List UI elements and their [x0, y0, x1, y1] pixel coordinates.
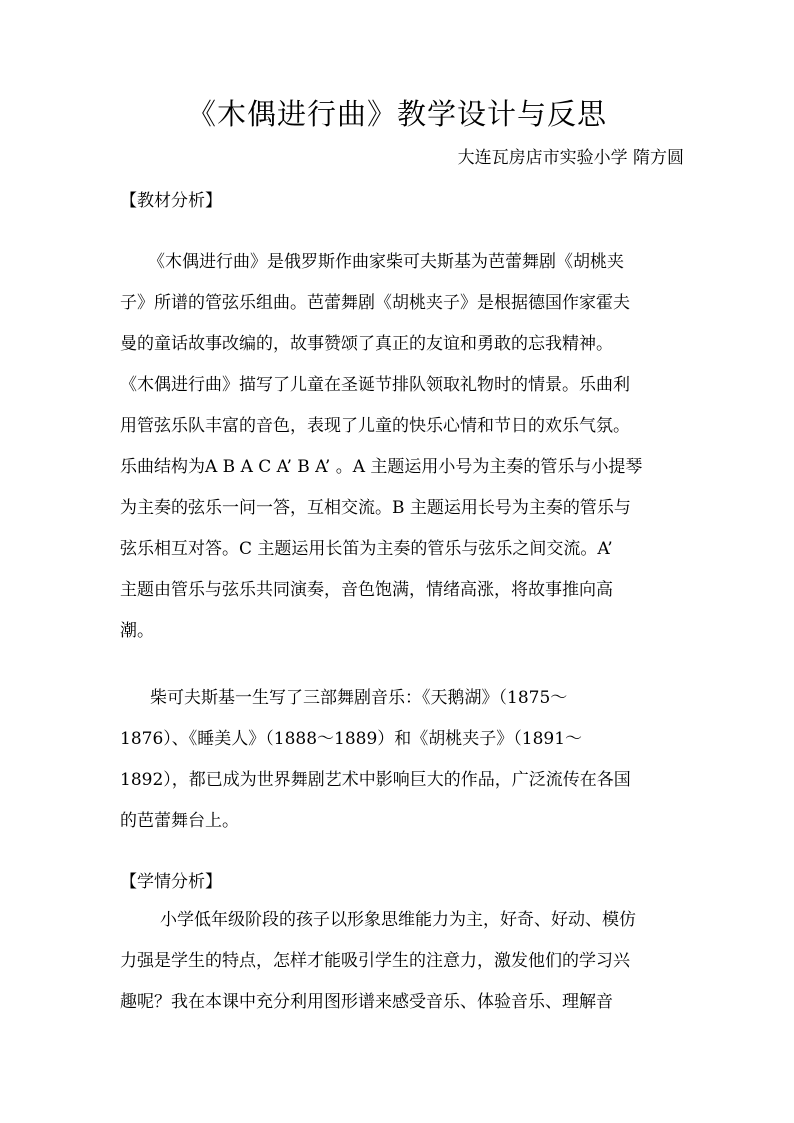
text-line: 《木偶进行曲》是俄罗斯作曲家柴可夫斯基为芭蕾舞剧《胡桃夹 [148, 252, 624, 272]
text-line: 趣呢？我在本课中充分利用图形谱来感受音乐、体验音乐、理解音 [120, 992, 613, 1012]
text-line: 为主奏的弦乐一问一答，互相交流。B 主题运用长号为主奏的管乐与 [120, 498, 631, 518]
text-line: 力强是学生的特点，怎样才能吸引学生的注意力，激发他们的学习兴 [120, 951, 630, 971]
text-line: 潮。 [120, 621, 154, 641]
text-line: 曼的童话故事改编的，故事赞颂了真正的友谊和勇敢的忘我精神。 [120, 334, 613, 354]
text-line: 用管弦乐队丰富的音色，表现了儿童的快乐心情和节日的欢乐气氛。 [120, 416, 630, 436]
text-line: 乐曲结构为A B A C A’ B A’ 。A 主题运用小号为主奏的管乐与小提琴 [120, 457, 643, 477]
paragraph-textbook-2 [120, 678, 695, 842]
text-line: 的芭蕾舞台上。 [120, 811, 239, 831]
text-line: 弦乐相互对答。C 主题运用长笛为主奏的管乐与弦乐之间交流。A’ [120, 539, 613, 559]
text-line: 1876）、《睡美人》（1888～1889）和《胡桃夹子》（1891～ [120, 729, 583, 749]
section-heading-textbook-analysis: 【教材分析】 [120, 191, 222, 211]
paragraph-textbook-1 [120, 242, 695, 652]
text-line: 子》所谱的管弦乐组曲。芭蕾舞剧《胡桃夹子》是根据德国作家霍夫 [120, 293, 630, 313]
document-title: 《木偶进行曲》教学设计与反思 [186, 97, 607, 131]
text-line: 1892），都已成为世界舞剧艺术中影响巨大的作品，广泛流传在各国 [120, 770, 631, 790]
section-heading-student-analysis: 【学情分析】 [120, 872, 222, 892]
text-line: 主题由管乐与弦乐共同演奏，音色饱满，情绪高涨，将故事推向高 [120, 580, 613, 600]
text-line: 《木偶进行曲》描写了儿童在圣诞节排队领取礼物时的情景。乐曲利 [120, 375, 630, 395]
paragraph-student-1 [120, 900, 695, 1023]
author-line: 大连瓦房店市实验小学 隋方圆 [457, 148, 684, 168]
text-line: 小学低年级阶段的孩子以形象思维能力为主，好奇、好动、模仿 [160, 910, 636, 930]
text-line: 柴可夫斯基一生写了三部舞剧音乐：《天鹅湖》（1875～ [150, 688, 568, 708]
